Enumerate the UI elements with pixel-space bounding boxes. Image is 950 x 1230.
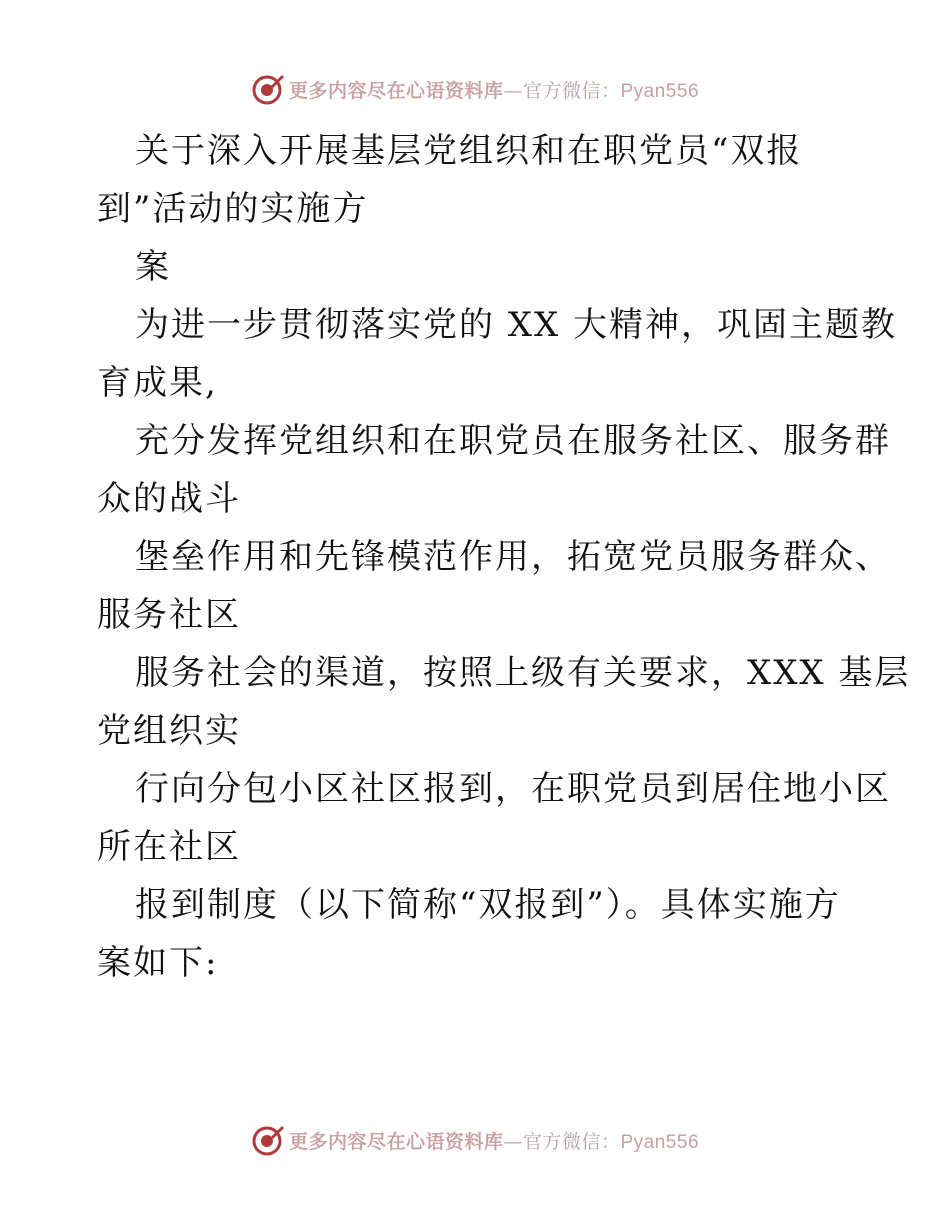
doc-line: 报到制度（以下简称“双报到”）。具体实施方 xyxy=(135,885,841,925)
header-wechat-label: 官方微信： xyxy=(522,79,621,102)
header-wechat-id: Pyan556 xyxy=(620,80,700,102)
doc-line: 充分发挥党组织和在职党员在服务社区、服务群 xyxy=(135,421,891,461)
header-brand: 更多内容尽在心语资料库 xyxy=(288,79,504,102)
doc-line: 服务社区 xyxy=(97,595,241,635)
pen-nib-logo-icon xyxy=(251,72,285,106)
doc-line: 行向分包小区社区报到，在职党员到居住地小区 xyxy=(135,769,891,809)
header-separator: — xyxy=(503,79,523,102)
doc-line: 育成果, xyxy=(97,363,218,403)
footer-wechat-label: 官方微信： xyxy=(522,1130,621,1153)
doc-line: 到”活动的实施方 xyxy=(97,189,369,229)
doc-line: 所在社区 xyxy=(97,827,241,867)
header-banner-text xyxy=(289,76,699,103)
doc-line: 党组织实 xyxy=(97,711,241,751)
footer-separator: — xyxy=(503,1130,523,1153)
doc-line: 案 xyxy=(135,247,171,287)
doc-line: 堡垒作用和先锋模范作用，拓宽党员服务群众、 xyxy=(135,537,891,577)
footer-banner-text xyxy=(289,1127,699,1154)
footer-brand: 更多内容尽在心语资料库 xyxy=(288,1130,504,1153)
doc-line: 服务社会的渠道，按照上级有关要求，XXX 基层 xyxy=(135,653,911,693)
header-banner xyxy=(0,71,950,107)
doc-line: 关于深入开展基层党组织和在职党员“双报 xyxy=(135,131,803,171)
doc-line: 众的战斗 xyxy=(97,479,241,519)
pen-nib-logo-icon xyxy=(251,1123,285,1157)
doc-line: 为进一步贯彻落实党的 XX 大精神，巩固主题教 xyxy=(135,305,898,345)
footer-wechat-id: Pyan556 xyxy=(620,1131,700,1153)
doc-line: 案如下: xyxy=(97,943,219,983)
document-body xyxy=(97,122,911,992)
footer-banner xyxy=(0,1122,950,1158)
